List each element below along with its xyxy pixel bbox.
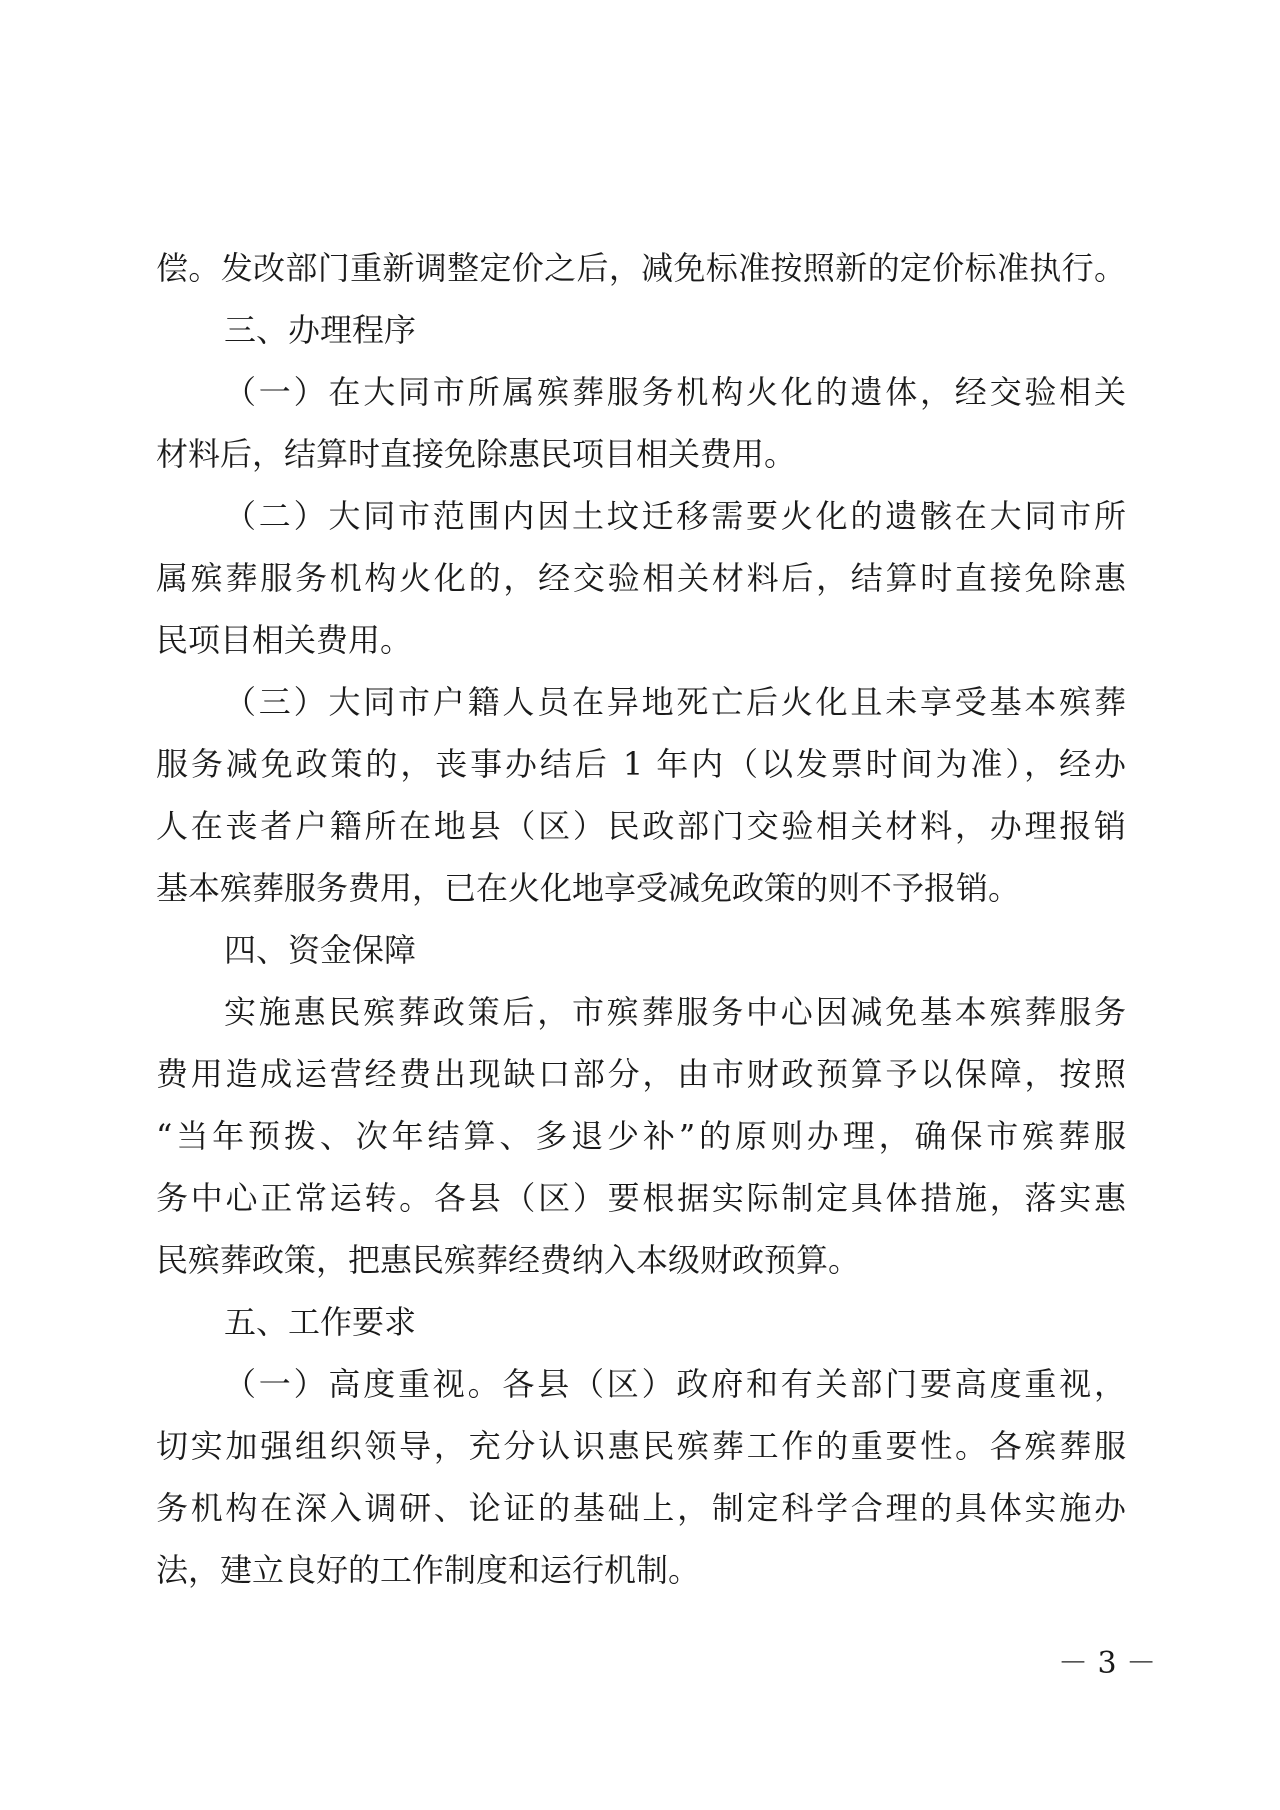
page-number: － 3 － — [1058, 1646, 1157, 1681]
paragraph-line: 费用造成运营经费出现缺口部分，由市财政预算予以保障，按照 — [156, 1055, 1126, 1093]
paragraph-line: （一）高度重视。各县（区）政府和有关部门要高度重视， — [224, 1365, 1126, 1403]
paragraph-line: “当年预拨、次年结算、多退少补”的原则办理，确保市殡葬服 — [156, 1117, 1126, 1155]
paragraph-line: 偿。发改部门重新调整定价之后，减免标准按照新的定价标准执行。 — [156, 249, 1126, 287]
paragraph-line: 务机构在深入调研、论证的基础上，制定科学合理的具体实施办 — [156, 1489, 1126, 1527]
paragraph-line: （三）大同市户籍人员在异地死亡后火化且未享受基本殡葬 — [224, 683, 1126, 721]
paragraph-line: 属殡葬服务机构火化的，经交验相关材料后，结算时直接免除惠 — [156, 559, 1126, 597]
paragraph-line: 人在丧者户籍所在地县（区）民政部门交验相关材料，办理报销 — [156, 807, 1126, 845]
paragraph-line: （一）在大同市所属殡葬服务机构火化的遗体，经交验相关 — [224, 373, 1126, 411]
paragraph-line: 民项目相关费用。 — [156, 621, 413, 659]
section-heading-procedure: 三、办理程序 — [224, 311, 417, 349]
paragraph-line: 民殡葬政策，把惠民殡葬经费纳入本级财政预算。 — [156, 1241, 861, 1279]
paragraph-line: 基本殡葬服务费用，已在火化地享受减免政策的则不予报销。 — [156, 869, 1021, 907]
section-heading-funding: 四、资金保障 — [224, 931, 417, 969]
paragraph-line: （二）大同市范围内因土坟迁移需要火化的遗骸在大同市所 — [224, 497, 1126, 535]
paragraph-line: 法，建立良好的工作制度和运行机制。 — [156, 1551, 701, 1589]
section-heading-requirements: 五、工作要求 — [224, 1303, 417, 1341]
paragraph-line: 切实加强组织领导，充分认识惠民殡葬工作的重要性。各殡葬服 — [156, 1427, 1126, 1465]
paragraph-line: 材料后，结算时直接免除惠民项目相关费用。 — [156, 435, 797, 473]
paragraph-line: 服务减免政策的，丧事办结后 1 年内（以发票时间为准），经办 — [156, 745, 1126, 783]
paragraph-line: 实施惠民殡葬政策后，市殡葬服务中心因减免基本殡葬服务 — [224, 993, 1126, 1031]
paragraph-line: 务中心正常运转。各县（区）要根据实际制定具体措施，落实惠 — [156, 1179, 1126, 1217]
